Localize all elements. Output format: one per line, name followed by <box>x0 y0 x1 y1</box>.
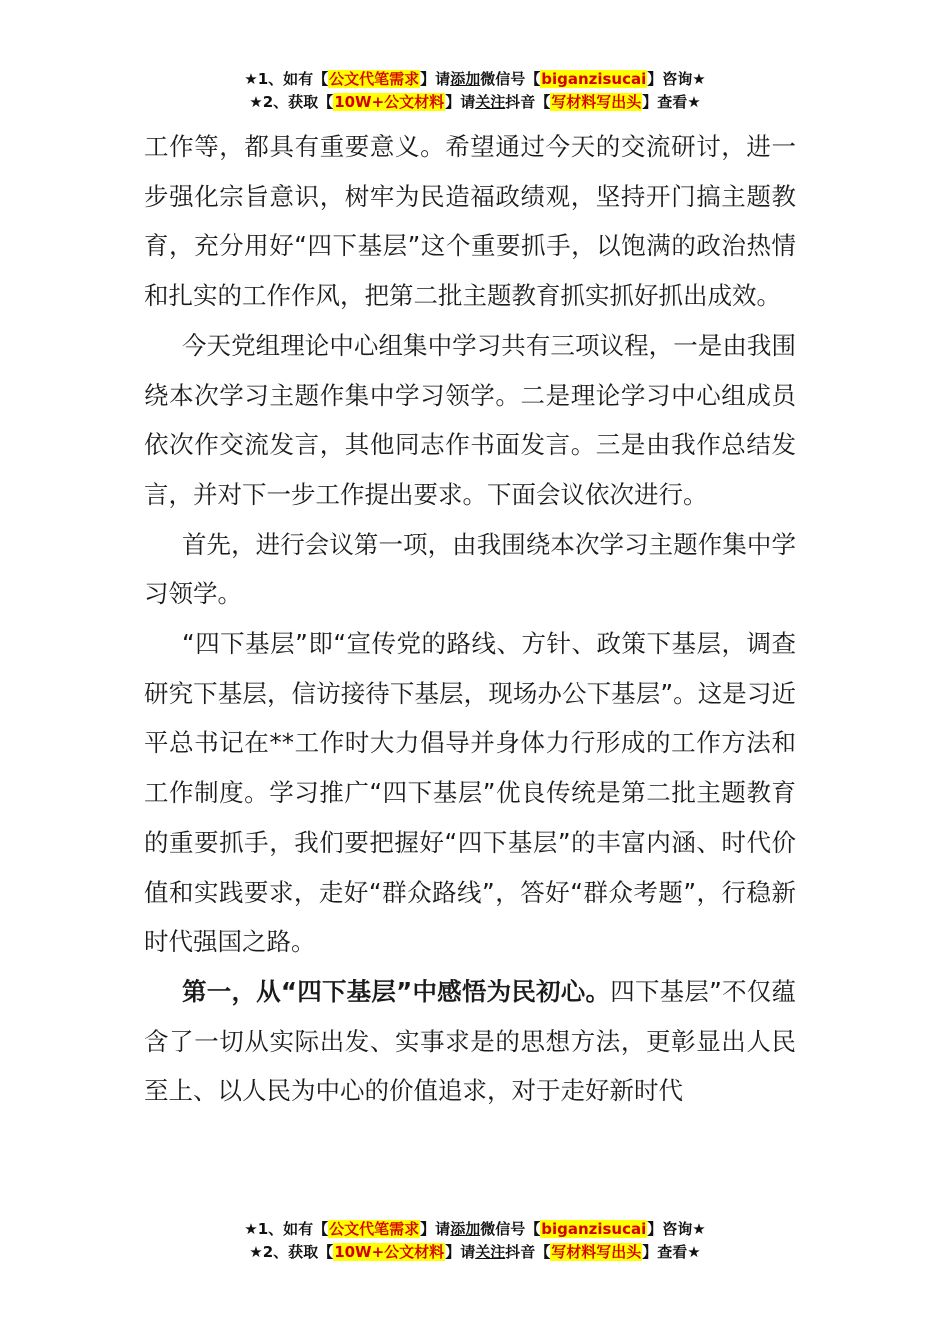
banner-highlight: biganzisucai <box>541 1220 647 1238</box>
document-body <box>144 122 796 1116</box>
banner-text: 】请 <box>420 1220 451 1238</box>
paragraph-5 <box>144 967 796 1116</box>
banner-line-1 <box>0 68 950 91</box>
banner-highlight: 公文代笔需求 <box>329 1220 420 1238</box>
banner-text: 抖音【 <box>505 1243 551 1261</box>
banner-text: 】查看★ <box>642 1243 701 1261</box>
section-lead: 第一，从“四下基层”中感悟为民初心。 <box>182 976 611 1006</box>
banner-underline-text: 关注 <box>475 93 506 111</box>
banner-highlight: 写材料写出头 <box>551 93 642 111</box>
paragraph-5-text: 四下基层”不仅蕴含了一切从实际出发、实事求是的思想方法，更彰显出人民至上、以人民为中心的价值追求，对于走好新时代 <box>144 976 796 1106</box>
banner-text: 微信号【 <box>480 1220 541 1238</box>
banner-text: 】咨询★ <box>647 1220 706 1238</box>
banner-text: 】查看★ <box>642 93 701 111</box>
banner-text: 】请 <box>445 1243 476 1261</box>
banner-text: ★1、如有【 <box>244 1220 329 1238</box>
banner-text: 微信号【 <box>480 70 541 88</box>
banner-line-1 <box>0 1218 950 1241</box>
banner-text: ★2、获取【 <box>249 93 334 111</box>
banner-highlight: 10W+公文材料 <box>334 1243 445 1261</box>
paragraph-1: 工作等，都具有重要意义。希望通过今天的交流研讨，进一步强化宗旨意识，树牢为民造福政绩观，坚持开门搞主题教育，充分用好“四下基层”这个重要抓手，以饱满的政治热情和扎实的工作作风，把第二批主题教育抓实抓好抓出成效。 <box>144 132 796 311</box>
banner-highlight: 10W+公文材料 <box>334 93 445 111</box>
banner-highlight: 写材料写出头 <box>551 1243 642 1261</box>
header-banner <box>0 68 950 114</box>
footer-banner <box>0 1218 950 1264</box>
banner-text: ★1、如有【 <box>244 70 329 88</box>
banner-text: ★2、获取【 <box>249 1243 334 1261</box>
banner-text: 抖音【 <box>505 93 551 111</box>
banner-text: 】请 <box>420 70 451 88</box>
banner-line-2 <box>0 1241 950 1264</box>
banner-underline-text: 添加 <box>450 70 481 88</box>
banner-text: 】请 <box>445 93 476 111</box>
paragraph-3: 首先，进行会议第一项，由我围绕本次学习主题作集中学习领学。 <box>144 529 796 609</box>
paragraph-2: 今天党组理论中心组集中学习共有三项议程，一是由我围绕本次学习主题作集中学习领学。二是理论学习中心组成员依次作交流发言，其他同志作书面发言。三是由我作总结发言，并对下一步工作提出要求。下面会议依次进行。 <box>144 330 796 509</box>
banner-line-2 <box>0 91 950 114</box>
banner-highlight: biganzisucai <box>541 70 647 88</box>
banner-highlight: 公文代笔需求 <box>329 70 420 88</box>
banner-underline-text: 关注 <box>475 1243 506 1261</box>
banner-text: 】咨询★ <box>647 70 706 88</box>
paragraph-4: “四下基层”即“宣传党的路线、方针、政策下基层，调查研究下基层，信访接待下基层，现场办公下基层”。这是习近平总书记在**工作时大力倡导并身体力行形成的工作方法和工作制度。学习推广“四下基层”优良传统是第二批主题教育的重要抓手，我们要把握好“四下基层”的丰富内涵、时代价值和实践要求，走好“群众路线”，答好“群众考题”，行稳新时代强国之路。 <box>144 629 796 957</box>
banner-underline-text: 添加 <box>450 1220 481 1238</box>
